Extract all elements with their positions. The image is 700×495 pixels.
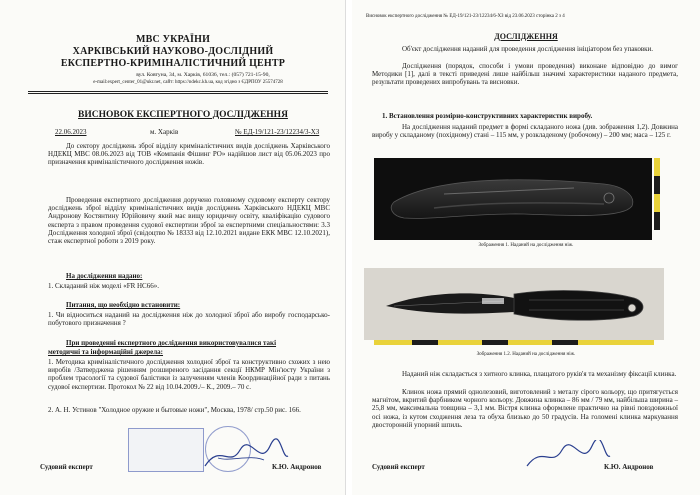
contacts-line: e-mail:expert_center_01@ukr.net, сайт: https://ndekc.kh.ua, код згідно з ЄДРПОУ 25574728 — [93, 80, 283, 85]
paragraph-4: Наданий ніж складається з хитного клинка, плащатого руків'я та механізму фіксації клинка. — [402, 370, 677, 378]
document-title: ВИСНОВОК ЕКСПЕРТНОГО ДОСЛІДЖЕННЯ — [78, 110, 288, 120]
paragraph-2: Дослідження (порядок, способи і умови проведення) виконане відповідно до вимог Методики [1], далі в тексті приведені лише найбільш значимі характеристики наданого предмета, результати проведених випробувань та висновки. — [372, 62, 678, 87]
figure-2-caption: Зображення 1.2. Наданий на дослідження ніж. — [476, 352, 576, 357]
section1-item: 1. Складаний ніж моделі «FR HC66». — [48, 282, 159, 290]
folded-knife-illustration — [374, 158, 652, 240]
open-knife-illustration — [364, 268, 664, 340]
scale-ruler-yellow-2 — [654, 194, 660, 212]
signature-name: К.Ю. Андронов — [272, 463, 322, 471]
official-stamp — [128, 428, 204, 472]
center-heading-line2: ЕКСПЕРТНО-КРИМІНАЛІСТИЧНИЙ ЦЕНТР — [60, 58, 286, 69]
paragraph-5: Клинок ножа прямий однолезовий, виготовлений з металу сірого кольору, що притягується магнітом, вкритий фарбником чорного кольору. Довжина клинка – 86 мм / 79 мм, найбільша ширина – 25,8 мм, максимальна товщина – 3,1 мм. Вістря клинка оформлене практично на рівні повздовжньої осі ножа, із кутом сходження леза та обуха близько до 50 градусів. На голомені клинка маркування двосторонній упорний шпиль. — [372, 388, 678, 429]
signature-name-right: К.Ю. Андронов — [604, 463, 654, 471]
knife-photo-open — [364, 268, 664, 340]
header-rule-2 — [28, 93, 328, 94]
intro-paragraph: До сектору досліджень зброї відділу криміналістичних видів досліджень Харківського НДЕКЦ МВС 08.06.2023 від ТОВ «Компанія Фішинг РО» надійшов лист від 05.06.2023 про призначення криміналістичного дослідження ножів. — [48, 142, 330, 167]
address-line: вул. Ковтуна, 34, м. Харків, 61036, тел.: (057) 721-15-90, — [136, 72, 270, 78]
expert-paragraph: Проведення експертного дослідження доручено головному судовому експерту сектору досліджень зброї відділу криміналістичних видів досліджень Харківського НДЕКЦ МВС Андронову Костянтину Юрійовичу який має вищу юридичну освіту, кваліфікацію судового експерта з правом проведення судової експертизи зброї за експертними спеціальностями: 3.3 Дослідження холодної зброї (свідоцтво № 18333 від 12.10.2021 видане ЕКК МВС 12.10.2021), стаж експертної роботи з 2019 року. — [48, 196, 330, 246]
scale-ruler-black-2 — [654, 212, 660, 230]
page-right — [352, 0, 700, 495]
document-date: 22.06.2023 — [55, 128, 87, 136]
center-heading-line1: ХАРКІВСЬКИЙ НАУКОВО-ДОСЛІДНИЙ — [72, 46, 274, 57]
page-left — [0, 0, 346, 495]
scale-ruler-yellow — [654, 158, 660, 176]
subsection-1-title: 1. Встановлення розмірно-конструктивних характеристик виробу. — [382, 112, 593, 120]
scale-ruler-segment-2 — [482, 340, 508, 345]
section2-title: Питання, що необхідно встановити: — [66, 301, 181, 309]
scale-ruler-segment-1 — [412, 340, 438, 345]
paragraph-1: Об'єкт дослідження наданий для проведення дослідження ініціатором без упаковки. — [402, 45, 654, 53]
source-2: 2. А. Н. Устинов "Холодное оружие и бытовые ножи", Москва, 1978/ стр.50 рис. 166. — [48, 406, 301, 414]
section1-title: На дослідження надано: — [66, 272, 143, 280]
signature-role: Судовий експерт — [40, 463, 93, 471]
section3-title-line1: При проведенні експертного дослідження використовувалися такі — [66, 339, 277, 347]
ministry-heading: МВС УКРАЇНИ — [135, 34, 211, 45]
section2-item: 1. Чи відноситься наданий на дослідження ніж до холодної зброї або виробу господарсько-побутового призначення ? — [48, 311, 330, 328]
paragraph-3: На дослідження наданий предмет в формі складаного ножа (див. зображення 1,2). Довжина виробу у складаному (похідному) стані – 115 мм, у розкладеному (робочому) – 200 мм; маса – 125 г. — [372, 123, 678, 140]
scale-ruler-segment-3 — [552, 340, 578, 345]
signature-role-right: Судовий експерт — [372, 463, 425, 471]
header-rule — [28, 91, 328, 92]
figure-1-caption: Зображення 1. Наданий на дослідження ніж. — [478, 243, 574, 248]
scale-ruler-black — [654, 176, 660, 194]
running-header: Висновок експертного дослідження № ЕД-19/121-23/12234/6-ХЗ від 23.06.2023 сторінка 2 з 4 — [366, 14, 565, 19]
section-title: ДОСЛІДЖЕННЯ — [494, 32, 558, 41]
document-number: № ЕД-19/121-23/12234/3-ХЗ — [235, 128, 320, 136]
source-1: 1. Методика криміналістичного дослідження холодної зброї та конструктивно схожих з нею виробів /Затверджена рішенням розширеного засідання секції НКМР Мін'юсту України з проблем трасології та судової балістики із залученням членів Координаційної ради з питань судової експертизи. Протокол № 22 від 10.04.2009./– К., 2009.– 70 с. — [48, 358, 330, 391]
expert-signature-right — [522, 440, 612, 474]
document-city: м. Харків — [150, 128, 179, 136]
knife-photo-folded — [374, 158, 652, 240]
section3-title-line2: методичні та інформаційні джерела: — [48, 348, 164, 356]
